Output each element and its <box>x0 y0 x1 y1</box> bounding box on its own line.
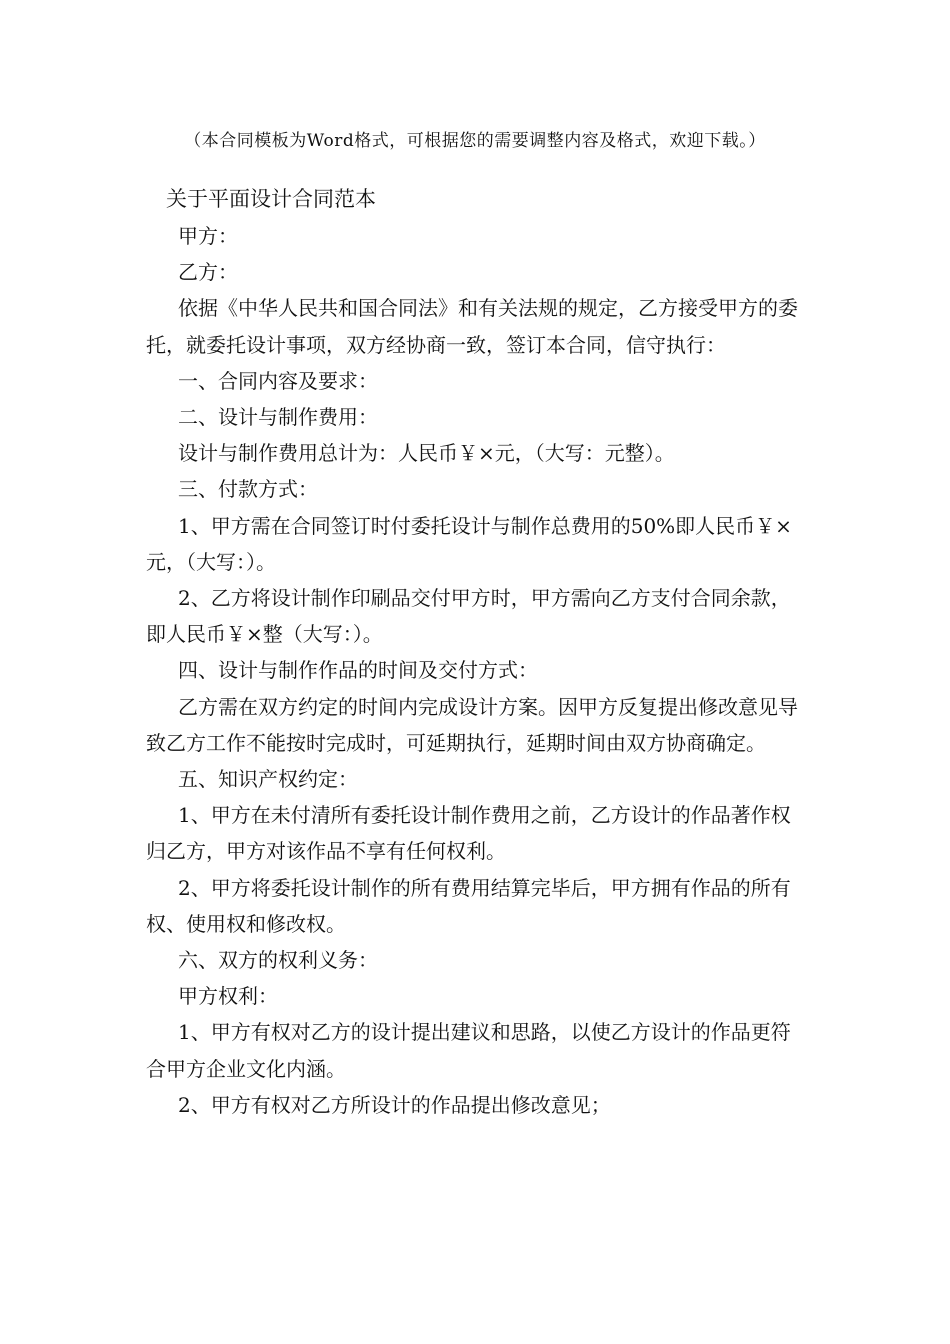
paragraph-delivery: 乙方需在双方约定的时间内完成设计方案。因甲方反复提出修改意见导致乙方工作不能按时完成时，可延期执行，延期时间由双方协商确定。 <box>146 694 798 755</box>
paragraph-party-b: 乙方： <box>178 260 238 285</box>
section-heading-4: 四、设计与制作作品的时间及交付方式： <box>178 658 538 683</box>
section-heading-5: 五、知识产权约定： <box>178 767 358 792</box>
document-body <box>146 218 806 1123</box>
paragraph-rights-1: 1、甲方有权对乙方的设计提出建议和思路，以使乙方设计的作品更符合甲方企业文化内涵。 <box>146 1020 791 1081</box>
paragraph-ip-2: 2、甲方将委托设计制作的所有费用结算完毕后，甲方拥有作品的所有权、使用权和修改权。 <box>146 875 791 936</box>
paragraph-party-a: 甲方： <box>178 224 238 248</box>
paragraph-party-a-rights: 甲方权利： <box>178 984 278 1009</box>
section-heading-1: 一、合同内容及要求： <box>178 368 378 393</box>
section-heading-3: 三、付款方式： <box>178 477 318 502</box>
section-heading-2: 二、设计与制作费用： <box>178 405 378 430</box>
template-note: （本合同模板为Word格式，可根据您的需要调整内容及格式，欢迎下载。） <box>184 131 766 151</box>
paragraph-payment-2: 2、乙方将设计制作印刷品交付甲方时，甲方需向乙方支付合同余款，即人民币￥×整（大写：）。 <box>146 586 791 647</box>
section-heading-6: 六、双方的权利义务： <box>178 948 378 973</box>
paragraph-rights-2: 2、甲方有权对乙方所设计的作品提出修改意见； <box>178 1092 611 1117</box>
document-title: 关于平面设计合同范本 <box>166 187 376 211</box>
paragraph-payment-1: 1、甲方需在合同签订时付委托设计与制作总费用的50%即人民币￥×元，（大写：）。 <box>146 513 792 574</box>
paragraph-ip-1: 1、甲方在未付清所有委托设计制作费用之前，乙方设计的作品著作权归乙方，甲方对该作品不享有任何权利。 <box>146 803 791 864</box>
paragraph-preamble: 依据《中华人民共和国合同法》和有关法规的规定，乙方接受甲方的委托，就委托设计事项，双方经协商一致，签订本合同，信守执行： <box>146 296 798 357</box>
paragraph-fee-total: 设计与制作费用总计为：人民币￥×元，（大写：元整）。 <box>178 441 675 466</box>
